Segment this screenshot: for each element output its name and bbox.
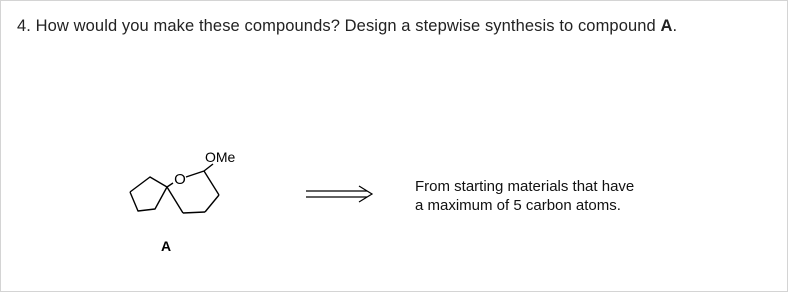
question-target: A: [660, 17, 673, 35]
constraint-note: [415, 177, 634, 215]
compound-label: A: [160, 238, 172, 254]
cyclopentane-ring: [130, 177, 167, 211]
methoxy-label: OMe: [205, 149, 236, 165]
retrosynthetic-arrow-icon: [306, 186, 372, 202]
ring-oxygen-label: O: [174, 171, 186, 188]
question-end: .: [672, 17, 678, 35]
ome-bond: [204, 164, 213, 171]
constraint-line-2: a maximum of 5 carbon atoms.: [415, 197, 621, 214]
question-prompt: 4. How would you make these compounds? Design a stepwise synthesis to compound: [17, 17, 661, 35]
constraint-line-1: From starting materials that have: [415, 178, 635, 195]
